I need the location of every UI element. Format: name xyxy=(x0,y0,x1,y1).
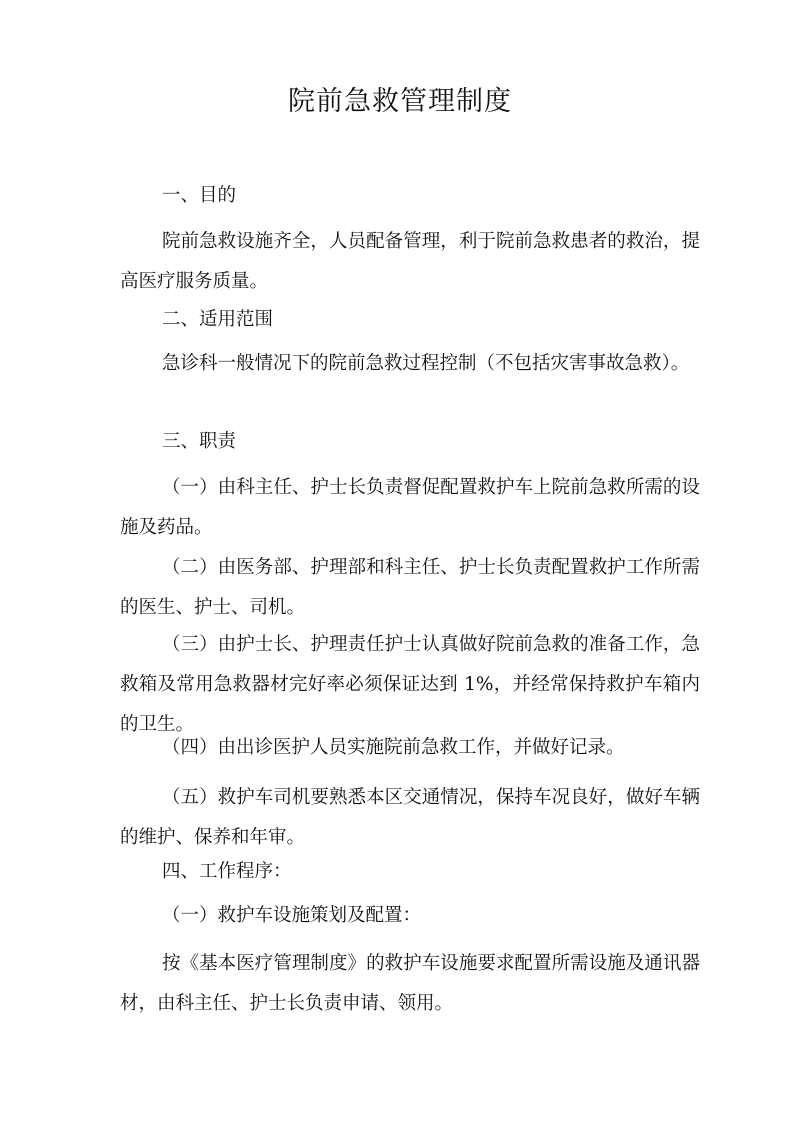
document-title: 院前急救管理制度 xyxy=(288,86,512,117)
paragraph-scope: 急诊科一般情况下的院前急救过程控制（不包括灾害事故急救）。 xyxy=(162,353,690,374)
paragraph-ambulance-setup: 按《基本医疗管理制度》的救护车设施要求配置所需设施及通讯器材，由科主任、护士长负责申请、领用。 xyxy=(120,953,700,1014)
section-heading-scope: 二、适用范围 xyxy=(162,309,274,330)
paragraph-duty-3: （三）由护士长、护理责任护士认真做好院前急救的准备工作，急救箱及常用急救器材完好率必须保证达到 1%，并经常保持救护车箱内的卫生。 xyxy=(120,634,700,735)
section-heading-procedure: 四、工作程序： xyxy=(162,861,292,882)
paragraph-duty-2: （二）由医务部、护理部和科主任、护士长负责配置救护工作所需的医生、护士、司机。 xyxy=(120,557,700,618)
paragraph-duty-5: （五）救护车司机要熟悉本区交通情况，保持车况良好，做好车辆的维护、保养和年审。 xyxy=(120,787,700,848)
section-heading-duties: 三、职责 xyxy=(162,431,237,452)
section-heading-purpose: 一、目的 xyxy=(162,185,237,206)
paragraph-purpose: 院前急救设施齐全，人员配备管理，利于院前急救患者的救治，提高医疗服务质量。 xyxy=(120,231,700,292)
subsection-heading-ambulance-setup: （一）救护车设施策划及配置： xyxy=(162,905,422,926)
paragraph-duty-1: （一）由科主任、护士长负责督促配置救护车上院前急救所需的设施及药品。 xyxy=(120,477,700,538)
paragraph-duty-4: （四）由出诊医护人员实施院前急救工作，并做好记录。 xyxy=(162,737,625,758)
